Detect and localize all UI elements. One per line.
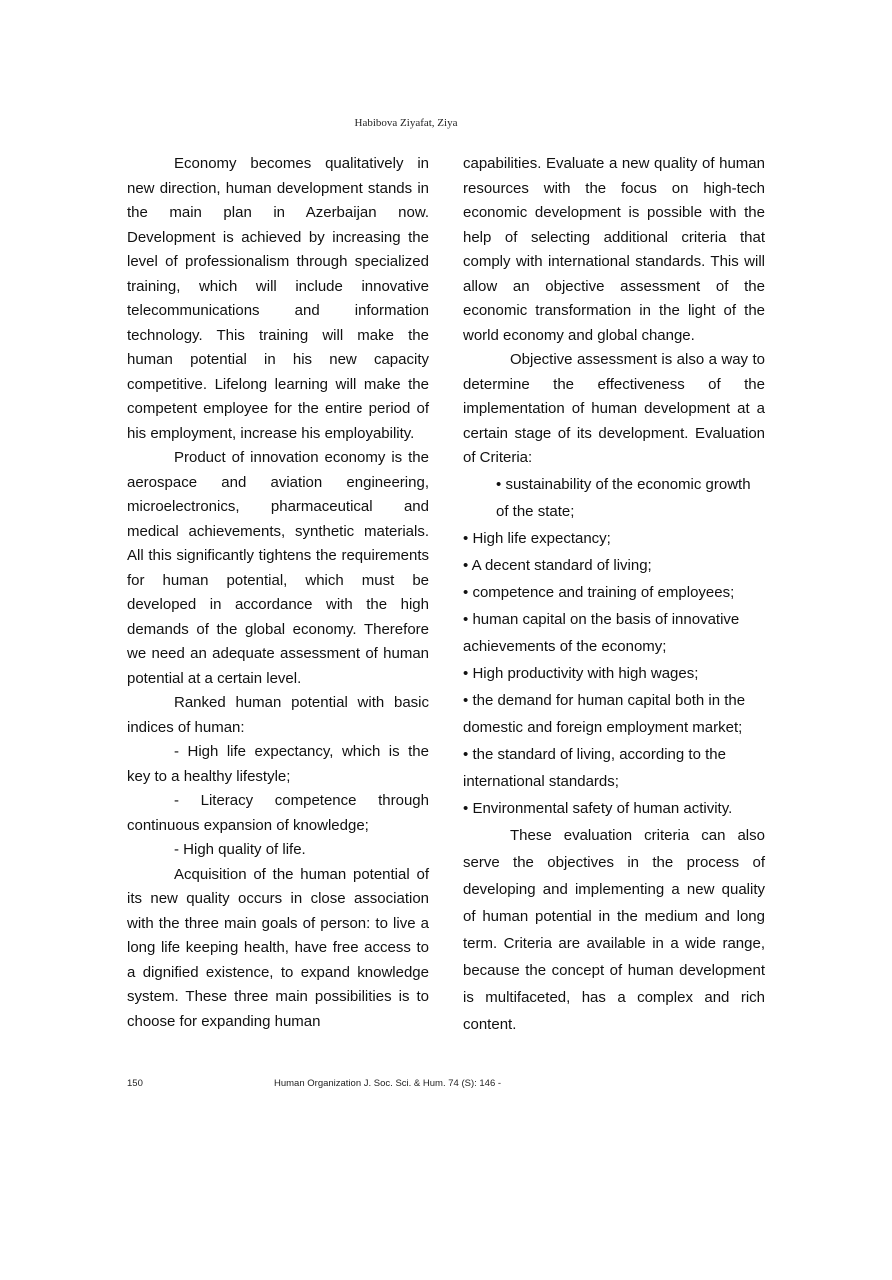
list-item [463,606,765,660]
list-item-text: Environmental safety of human activity. [472,799,733,817]
list-item-text: A decent standard of living; [471,556,652,574]
list-item: - High life expectancy, which is the key to a healthy lifestyle; [127,743,429,785]
paragraph: Product of innovation economy is the aerospace and aviation engineering, microelectronics, pharmaceutical and medical achievements, synthetic materials. All this significantly tightens the requirements for human potential, which must be developed in accordance with the high demands of the global economy. Therefore we need an adequate assessment of human potential at a certain level. [127,449,429,687]
right-column [463,152,765,1038]
list-item-text: High productivity with high wages; [472,664,699,682]
list-item [463,552,765,579]
criteria-list [463,471,765,822]
bullet-icon: • [463,529,469,547]
list-item [463,660,765,687]
paragraph: These evaluation criteria can also serve the objectives in the process of developing and implementing a new quality of human potential in the medium and long term. Criteria are available in a wide range, because the concept of human development is multifaceted, has a complex and rich content. [463,826,765,1033]
bullet-icon: • [463,583,469,601]
list-item [463,579,765,606]
bullet-icon: • [463,745,469,763]
list-item: - High quality of life. [174,841,306,858]
running-head: Habibova Ziyafat, Ziya [354,117,458,129]
list-item [463,471,765,525]
bullet-icon: • [496,475,502,493]
list-item-text: High life expectancy; [472,529,611,547]
list-item-text: the demand for human capital both in the domestic and foreign employment market; [463,691,746,736]
bullet-icon: • [463,610,469,628]
list-item-text: competence and training of employees; [472,583,735,601]
journal-citation: Human Organization J. Soc. Sci. & Hum. 74 (S): 146 - [274,1078,502,1089]
paragraph: capabilities. Evaluate a new quality of human resources with the focus on high-tech economic development is possible with the help of selecting additional criteria that comply with international standards. This will allow an objective assessment of the economic transformation in the light of the world economy and global change. [463,155,765,344]
list-item [463,741,765,795]
list-item-text: the standard of living, according to the international standards; [463,745,726,790]
list-item-text: sustainability of the economic growth of the state; [496,475,751,520]
bullet-icon: • [463,664,469,682]
list-item-text: human capital on the basis of innovative achievements of the economy; [463,610,740,655]
list-item: - Literacy competence through continuous expansion of knowledge; [127,792,429,834]
paragraph: Economy becomes qualitatively in new direction, human development stands in the main plan in Azerbaijan now. Development is achieved by increasing the level of professionalism through specialized training, which will include innovative telecommunications and information technology. This training will make the human potential in his new capacity competitive. Lifelong learning will make the competent employee for the entire period of his employment, increase his employability. [127,155,429,442]
list-item [463,795,765,822]
left-column [127,152,429,1034]
bullet-icon: • [463,799,469,817]
paragraph: Acquisition of the human potential of its new quality occurs in close association with the three main goals of person: to live a long life keeping health, have free access to a dignified existence, to expand knowledge system. These three main possibilities is to choose for expanding human [127,865,429,1030]
page-number: 150 [127,1078,143,1089]
list-item [463,525,765,552]
paragraph: Ranked human potential with basic indices of human: [127,694,429,736]
bullet-icon: • [463,691,469,709]
paragraph: Objective assessment is also a way to determine the effectiveness of the implementation of human development at a certain stage of its development. Evaluation of Criteria: [463,351,765,466]
bullet-icon: • [463,556,469,574]
list-item [463,687,765,741]
